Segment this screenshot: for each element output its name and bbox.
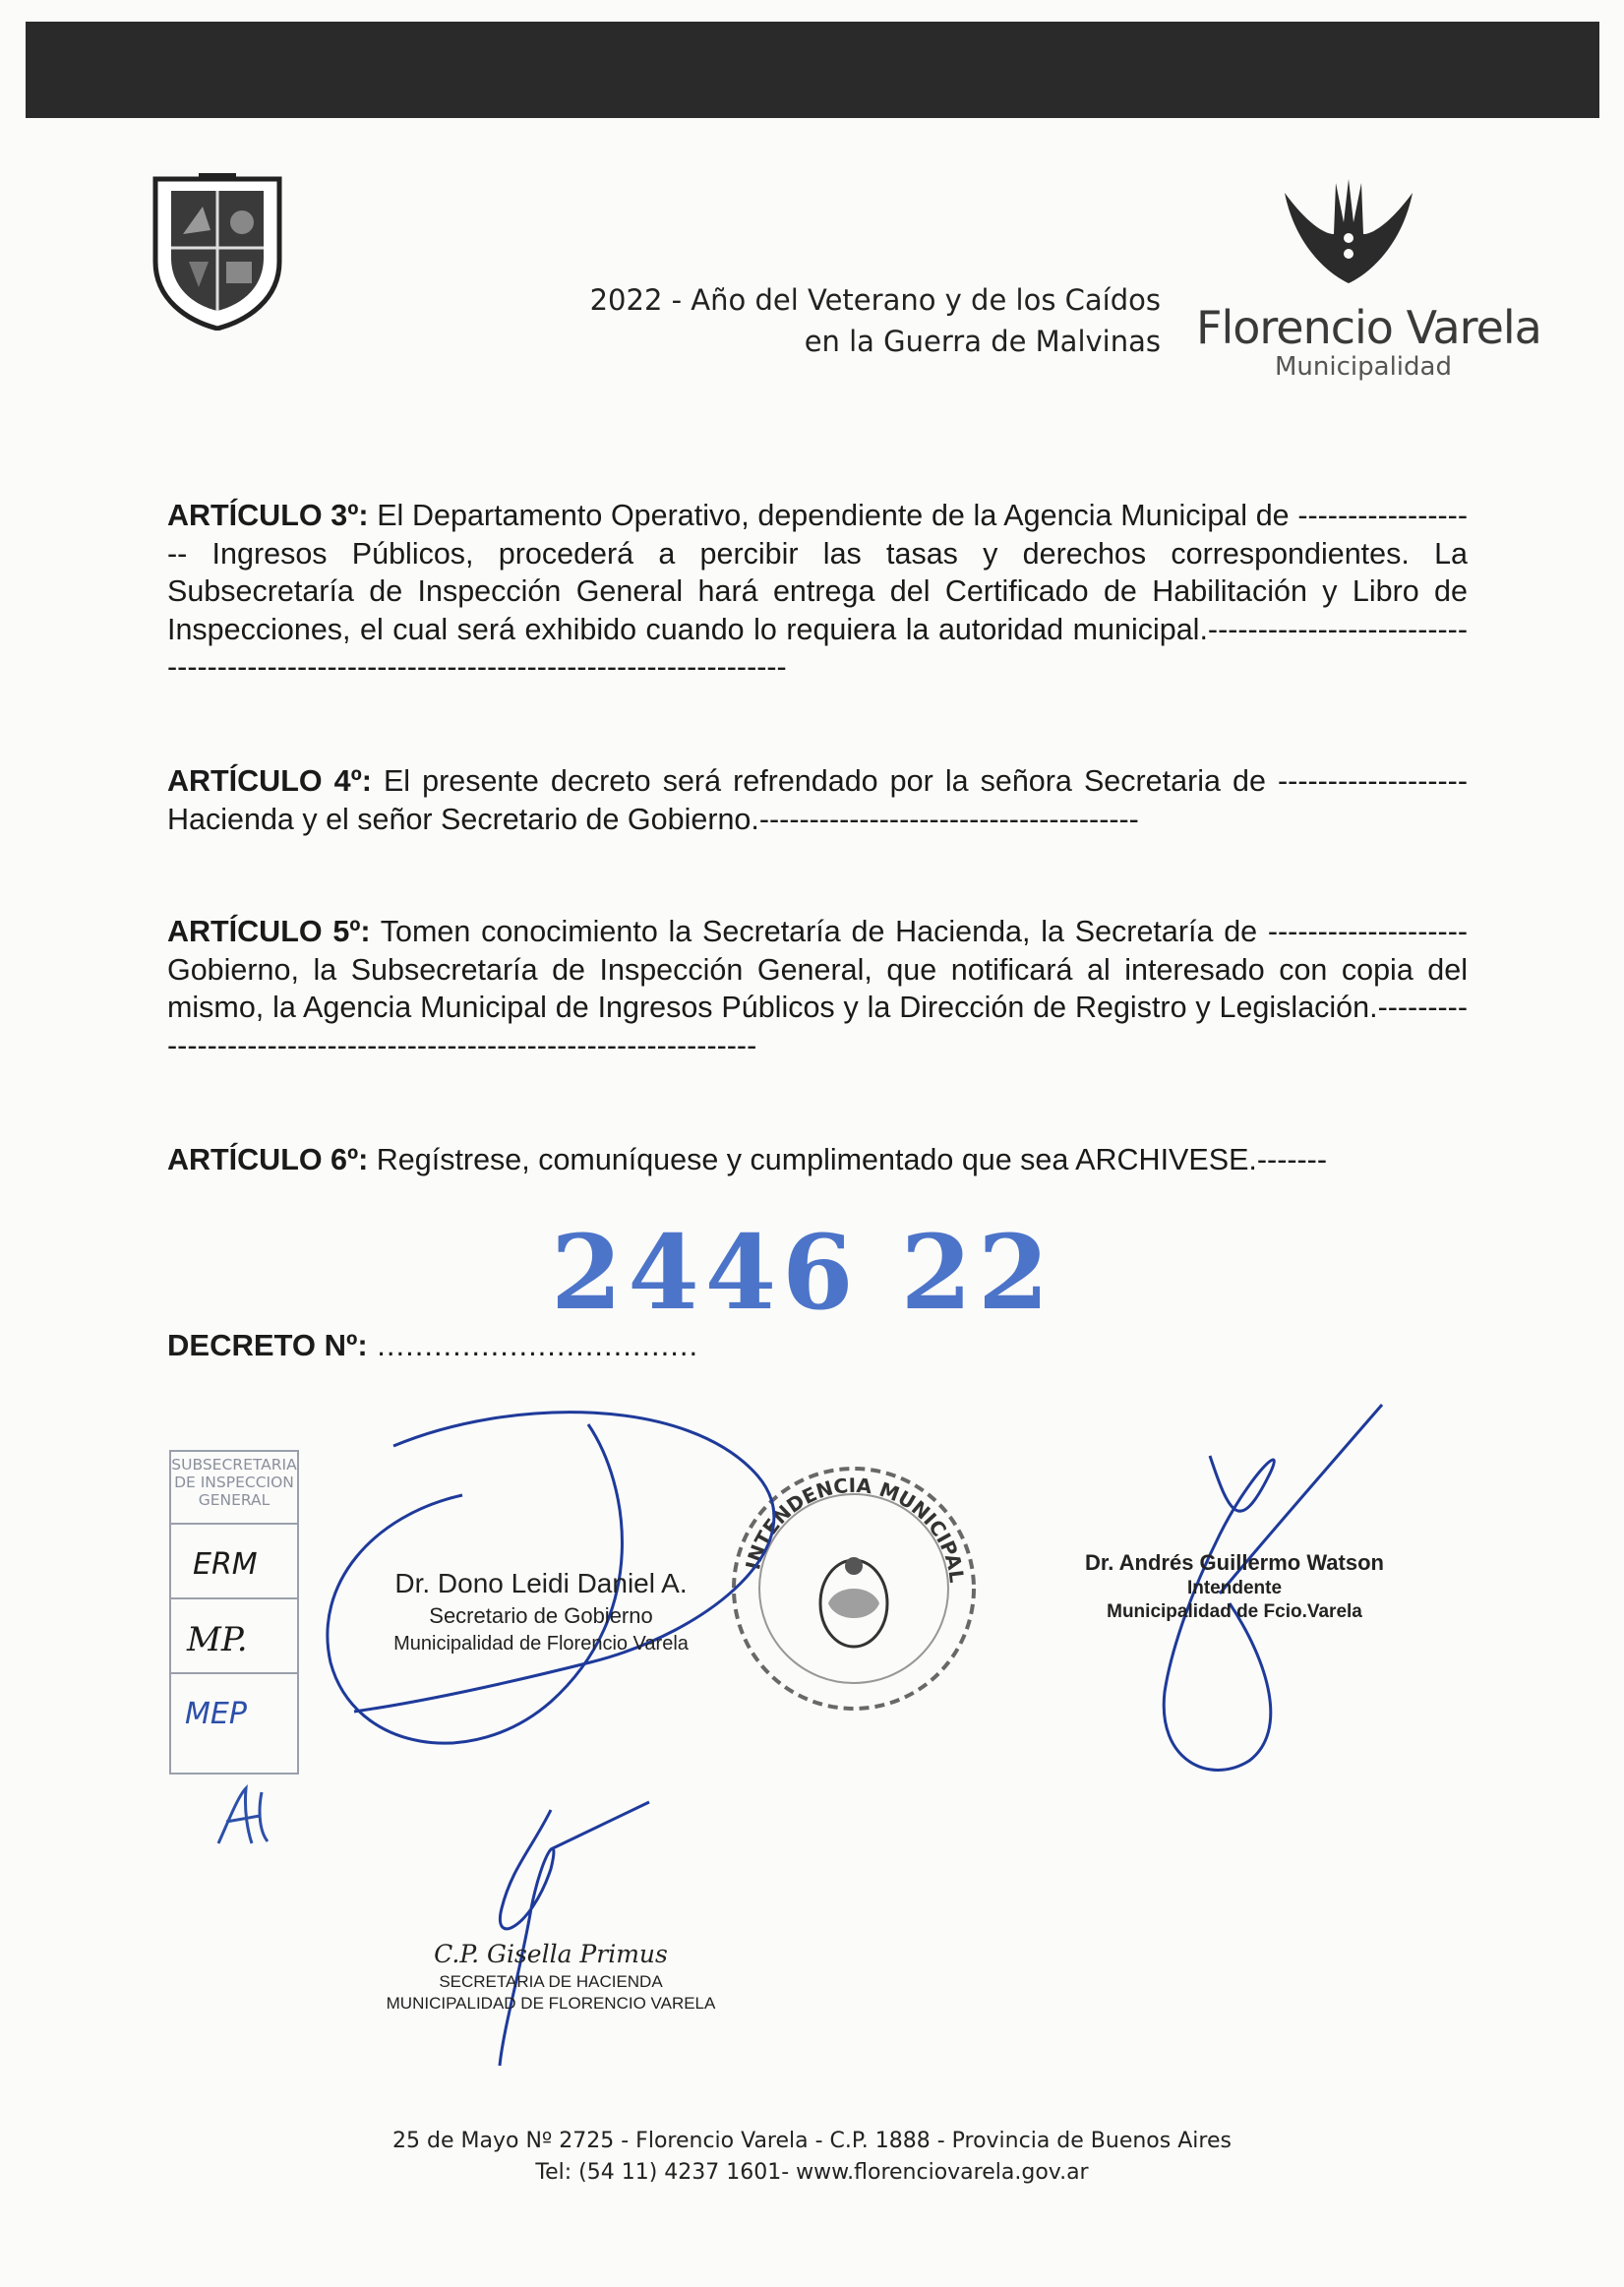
article-3-label: ARTÍCULO 3º:	[167, 499, 369, 532]
brand-subtitle: Municipalidad	[1275, 352, 1452, 382]
article-4-label: ARTÍCULO 4º:	[167, 764, 372, 798]
hacienda-name: C.P. Gisella Primus	[434, 1940, 668, 1968]
signature-block-gobierno	[374, 1568, 708, 1655]
motto-line-1: 2022 - Año del Veterano y de los Caídos	[589, 283, 1161, 317]
svg-text:MP.: MP.	[187, 1620, 248, 1659]
florencio-varela-logo-icon	[1275, 173, 1422, 291]
signature-block-hacienda	[364, 1940, 738, 2014]
gobierno-name: Dr. Dono Leidi Daniel A.	[394, 1568, 688, 1598]
article-5-text: Tomen conocimiento la Secretaría de Hacienda, la Secretaría de -------------------- Gobierno, la Subsecretaría de Inspección General, que notificará al interesado con copia del mismo, la Agencia Municipal de Ingresos Públicos y la Dirección de Registro y Legislación.--------------------------------------------------------------------	[167, 915, 1469, 1062]
article-6	[167, 1141, 1468, 1179]
gobierno-org: Municipalidad de Florencio Varela	[393, 1633, 689, 1655]
article-4	[167, 762, 1468, 838]
inspection-initial-cell	[171, 1599, 297, 1674]
inspection-stamp	[169, 1450, 299, 1775]
article-3-text: El Departamento Operativo, dependiente de la Agencia Municipal de ------------------- Ingresos Públicos, procederá a percibir las tasas y derechos correspondientes. La Subsecretaría de Inspección General hará entrega del Certificado de Habilitación y Libro de Inspecciones, el cual será exhibido cuando lo requiera la autoridad municipal.----------------------------------------------------------------------------------------	[167, 499, 1468, 684]
gobierno-title: Secretario de Gobierno	[429, 1603, 653, 1628]
municipal-crest-logo	[150, 171, 285, 331]
initials-erm	[171, 1525, 297, 1597]
intendencia-seal	[718, 1456, 990, 1721]
inspection-stamp-header: SUBSECRETARIA DE INSPECCION GENERAL	[171, 1452, 297, 1525]
article-4-text: El presente decreto será refrendado por la señora Secretaria de -------------------Hacienda y el señor Secretario de Gobierno.--------------------------------------	[167, 764, 1468, 836]
hacienda-title: SECRETARIA DE HACIENDA	[439, 1972, 663, 1991]
hacienda-org: MUNICIPALIDAD DE FLORENCIO VARELA	[386, 1994, 716, 2013]
motto-line-2: en la Guerra de Malvinas	[804, 325, 1161, 358]
footer-address: 25 de Mayo Nº 2725 - Florencio Varela - C.P. 1888 - Provincia de Buenos Aires	[392, 2129, 1232, 2153]
footer-contact: Tel: (54 11) 4237 1601- www.florenciovarela.gov.ar	[535, 2160, 1089, 2185]
article-6-text: Regístrese, comuníquese y cumplimentado que sea ARCHIVESE.-------	[368, 1143, 1327, 1176]
initials-mp	[171, 1599, 297, 1672]
seal-text: INTENDENCIA MUNICIPAL	[741, 1473, 969, 1585]
inspection-initial-cell	[171, 1525, 297, 1599]
initials-al-signature	[209, 1782, 277, 1851]
scan-top-bar	[26, 22, 1599, 118]
decree-dots: ..................................	[367, 1328, 699, 1362]
inspection-initial-cell	[171, 1674, 297, 1747]
article-3	[167, 497, 1468, 687]
year-motto	[551, 279, 1161, 362]
decree-label	[167, 1328, 698, 1363]
intendente-name: Dr. Andrés Guillermo Watson	[1085, 1550, 1384, 1575]
intendente-org: Municipalidad de Fcio.Varela	[1107, 1601, 1362, 1622]
svg-text:MEP: MEP	[185, 1697, 247, 1731]
decree-label-text: DECRETO Nº:	[167, 1328, 368, 1362]
decree-number-stamp: 2446 22	[551, 1212, 1055, 1333]
initials-mep	[171, 1674, 297, 1747]
brand-name: Florencio Varela	[1196, 301, 1541, 354]
signature-block-intendente	[1072, 1550, 1397, 1623]
article-5-label: ARTÍCULO 5º:	[167, 915, 371, 948]
svg-text:ERM: ERM	[193, 1547, 258, 1582]
intendente-title: Intendente	[1186, 1578, 1283, 1598]
article-5	[167, 913, 1468, 1064]
article-6-label: ARTÍCULO 6º:	[167, 1143, 369, 1176]
